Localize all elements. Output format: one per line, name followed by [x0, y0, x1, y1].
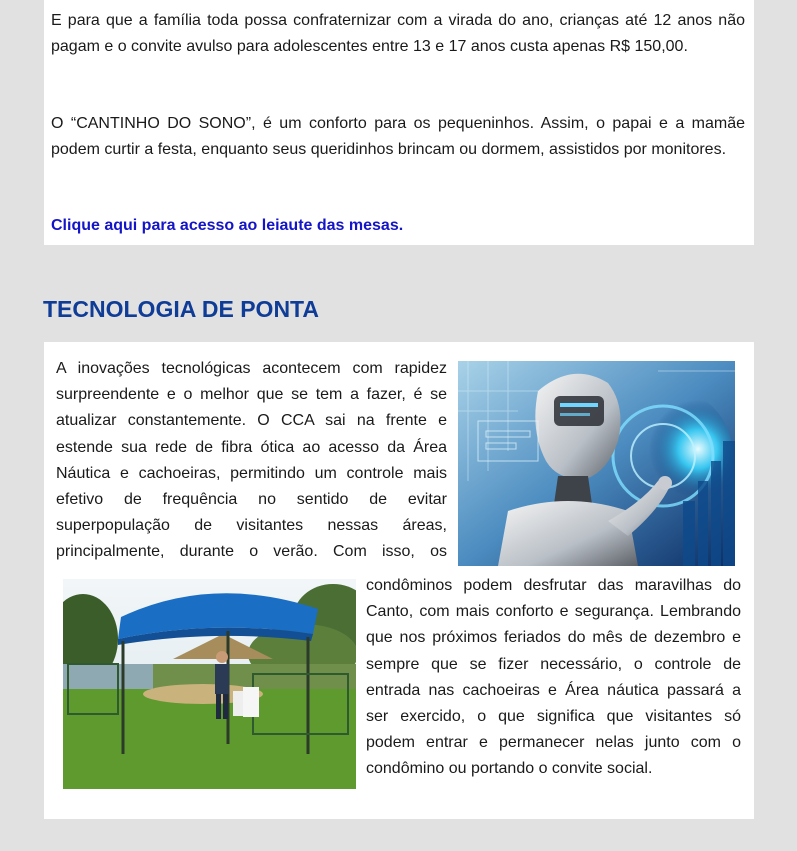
intro-paragraph-1: E para que a família toda possa confraternizar com a virada do ano, crianças até 12 anos não pagam e o convite avulso para adolescentes entre 13 e 17 anos custa apenas R$ 150,00.: [51, 12, 745, 55]
robot-image: [458, 361, 735, 566]
intro-paragraph-2: O “CANTINHO DO SONO”, é um conforto para os pequeninhos. Assim, o papai e a mamãe podem curtir a festa, enquanto seus queridinhos brincam ou dormem, assistidos por monitores.: [51, 115, 745, 158]
tech-text-part2: condôminos podem desfrutar das maravilhas do Canto, com mais conforto e segurança. Lembrando que nos próximos feriados do mês de dezembro e sempre que se fizer necessário, o controle de entrada nas cachoeiras e Área náutica passará a ser exercido, o que significa que visitantes só podem entrar e permanecer nelas junto com o condômino ou portando o convite social.: [366, 577, 741, 778]
table-layout-link[interactable]: Clique aqui para acesso ao leiaute das mesas.: [51, 217, 404, 234]
tent-gate-image: [63, 579, 356, 789]
tech-text-part1: A inovações tecnológicas acontecem com rapidez surpreendente e o melhor que se tem a fazer, é se atualizar constantemente. O CCA sai na frente e estende sua rede de fibra ótica ao acesso da Área Náutica e cachoeiras, permitindo um controle mais efetivo de frequência no sentido de evitar superpopulação de visitantes nessas áreas, principalmente, durante o verão. Com isso, os: [56, 360, 447, 561]
section-title: TECNOLOGIA DE PONTA: [43, 296, 319, 322]
